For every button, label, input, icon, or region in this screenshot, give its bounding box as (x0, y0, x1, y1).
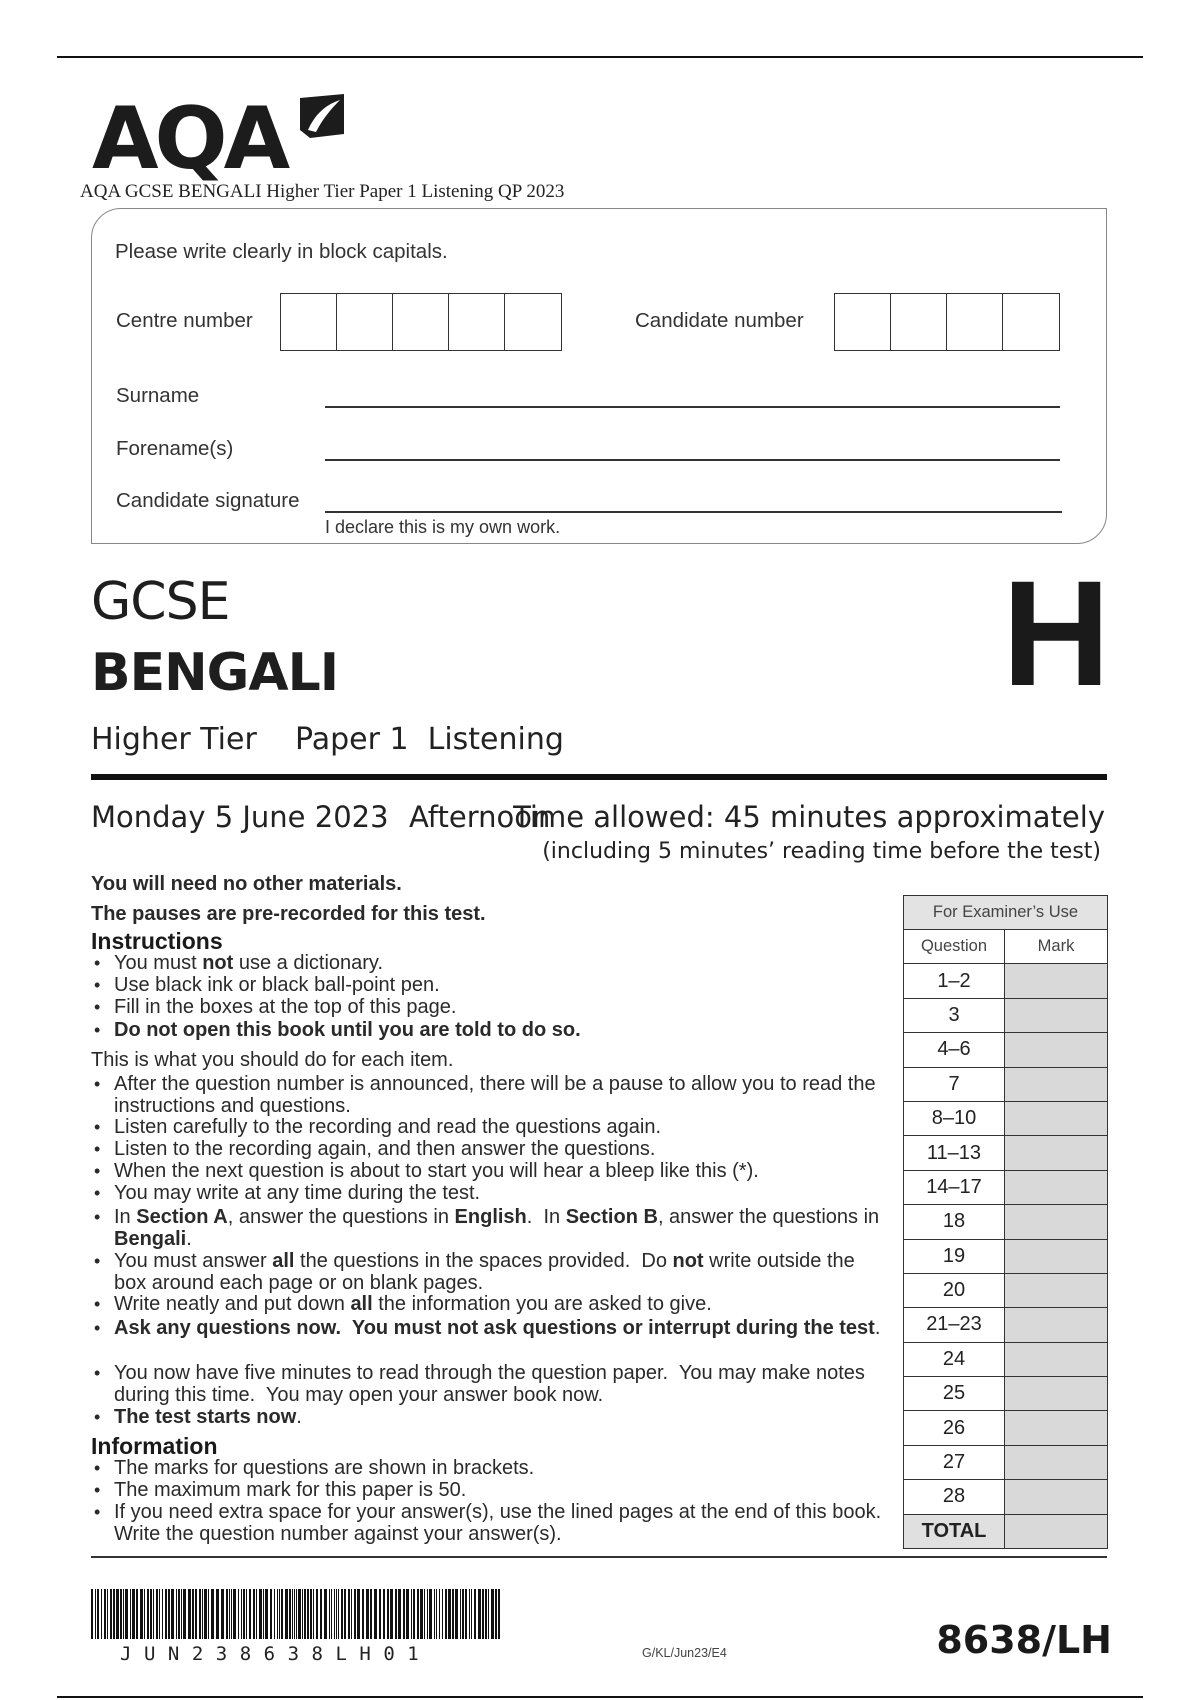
examiner-table-row (904, 1033, 1108, 1067)
barcode-bar (176, 1589, 177, 1639)
mark-cell[interactable] (1005, 998, 1108, 1032)
mark-cell[interactable] (1005, 1136, 1108, 1170)
barcode-bar (162, 1589, 163, 1639)
barcode-bar (204, 1589, 207, 1639)
barcode-bar (348, 1589, 350, 1639)
information-item: • The maximum mark for this paper is 50. (91, 1480, 891, 1502)
centre-number-box[interactable] (337, 294, 393, 350)
mark-cell[interactable] (1005, 1377, 1108, 1411)
barcode-bar (130, 1589, 131, 1639)
barcode-bar (281, 1589, 283, 1639)
instruction-item: • Fill in the boxes at the top of this page. (91, 997, 891, 1019)
barcode-bar (159, 1589, 160, 1639)
barcode-bar (462, 1589, 464, 1639)
barcode-bar (211, 1589, 214, 1639)
barcode-bar (313, 1589, 314, 1639)
qualification-title: GCSE (91, 572, 230, 632)
barcode-bar (336, 1589, 337, 1639)
top-rule (57, 56, 1143, 58)
instruction-item: • When the next question is about to start you will hear a bleep like this (*). (91, 1161, 891, 1183)
barcode-text: JUN238638LH01 (120, 1643, 432, 1665)
examiner-table-row (904, 1273, 1108, 1307)
examiner-table-row (904, 964, 1108, 998)
barcode-bar (310, 1589, 312, 1639)
question-number-cell: 18 (904, 1205, 1005, 1239)
barcode-bar (357, 1589, 360, 1639)
barcode-bar (265, 1589, 268, 1639)
barcode-bar (390, 1589, 393, 1639)
information-item: • If you need extra space for your answer(s), use the lined pages at the end of this book. Write the question number against your answer(s). (91, 1502, 891, 1545)
question-number-cell: 14–17 (904, 1170, 1005, 1204)
barcode-bar (97, 1589, 99, 1639)
instruction-item: • Do not open this book until you are told to do so. (91, 1020, 891, 1042)
barcode-bar (354, 1589, 356, 1639)
examiner-use-table (903, 895, 1108, 1549)
candidate-number-box[interactable] (835, 294, 891, 350)
barcode-bar (95, 1589, 96, 1639)
instruction-item: • You must answer all the questions in the spaces provided. Do not write outside the box around each page or on blank pages. (91, 1251, 891, 1294)
barcode-bar (270, 1589, 272, 1639)
aqa-logo: AQA (92, 89, 287, 189)
barcode-bar (424, 1589, 425, 1639)
signature-label: Candidate signature (116, 489, 300, 512)
total-label: TOTAL (904, 1514, 1005, 1548)
question-number-cell: 20 (904, 1273, 1005, 1307)
examiner-total-row (904, 1514, 1108, 1548)
barcode-bar (110, 1589, 112, 1639)
barcode-bar (178, 1589, 180, 1639)
surname-line[interactable] (325, 406, 1060, 408)
barcode-bar (329, 1589, 330, 1639)
barcode-bar (241, 1589, 242, 1639)
candidate-number-box[interactable] (1003, 294, 1059, 350)
barcode-bar (316, 1589, 318, 1639)
barcode-bar (478, 1589, 481, 1639)
barcode-bar (366, 1589, 369, 1639)
title-divider (91, 774, 1107, 780)
surname-label: Surname (116, 384, 200, 407)
barcode-bar (229, 1589, 230, 1639)
instruction-item: • You now have five minutes to read through the question paper. You may make notes during this time. You may open your answer book now. (91, 1363, 891, 1406)
tier-paper-line: Higher Tier Paper 1 Listening (91, 722, 564, 757)
barcode-bar (334, 1589, 335, 1639)
time-allowed: Time allowed: 45 minutes approximately (513, 800, 1105, 834)
barcode-bar (465, 1589, 467, 1639)
each-item-intro: This is what you should do for each item. (91, 1049, 454, 1071)
barcode-bar (116, 1589, 119, 1639)
barcode-bar (101, 1589, 102, 1639)
barcode-bar (168, 1589, 170, 1639)
question-number-cell: 28 (904, 1480, 1005, 1514)
barcode-bar (420, 1589, 423, 1639)
barcode-bar (132, 1589, 135, 1639)
barcode-bar (442, 1589, 443, 1639)
mark-cell[interactable] (1005, 1480, 1108, 1514)
barcode-bar (488, 1589, 489, 1639)
barcode-bar (304, 1589, 306, 1639)
barcode-bar (216, 1589, 219, 1639)
question-column-header: Question (904, 930, 1005, 964)
barcode-bar (474, 1589, 476, 1639)
barcode-bar (296, 1589, 297, 1639)
candidate-number-box[interactable] (891, 294, 947, 350)
barcode-bar (289, 1589, 291, 1639)
barcode-bar (279, 1589, 280, 1639)
mark-cell[interactable] (1005, 1411, 1108, 1445)
examiner-table-row (904, 1411, 1108, 1445)
question-number-cell: 8–10 (904, 1101, 1005, 1135)
barcode-bar (277, 1589, 278, 1639)
question-number-cell: 4–6 (904, 1033, 1005, 1067)
barcode (91, 1589, 503, 1639)
examiner-table-row (904, 1342, 1108, 1376)
barcode-bar (379, 1589, 381, 1639)
barcode-bar (298, 1589, 301, 1639)
subject-title: BENGALI (91, 643, 339, 703)
barcode-bar (482, 1589, 484, 1639)
barcode-bar (226, 1589, 228, 1639)
barcode-bar (411, 1589, 412, 1639)
barcode-bar (471, 1589, 472, 1639)
instruction-item: • Write neatly and put down all the information you are asked to give. (91, 1294, 891, 1316)
barcode-bar (195, 1589, 197, 1639)
barcode-bar (140, 1589, 143, 1639)
mark-cell[interactable] (1005, 1342, 1108, 1376)
mark-cell[interactable] (1005, 1170, 1108, 1204)
barcode-bar (417, 1589, 419, 1639)
examiner-table-row (904, 998, 1108, 1032)
question-number-cell: 26 (904, 1411, 1005, 1445)
barcode-bar (491, 1589, 494, 1639)
candidate-number-box[interactable] (947, 294, 1003, 350)
barcode-bar (383, 1589, 385, 1639)
barcode-bar (256, 1589, 257, 1639)
examiner-table-row (904, 1101, 1108, 1135)
examiner-use-caption: For Examiner’s Use (904, 896, 1108, 930)
examiner-table-row (904, 1445, 1108, 1479)
instruction-item: • Listen carefully to the recording and read the questions again. (91, 1117, 891, 1139)
barcode-bar (153, 1589, 154, 1639)
centre-number-box[interactable] (505, 294, 561, 350)
question-number-cell: 24 (904, 1342, 1005, 1376)
barcode-bar (338, 1589, 339, 1639)
exam-date: Monday 5 June 2023 (91, 800, 389, 834)
question-number-cell: 3 (904, 998, 1005, 1032)
instruction-item: • The test starts now. (91, 1407, 891, 1429)
forename-label: Forename(s) (116, 437, 234, 460)
examiner-table-row (904, 1136, 1108, 1170)
barcode-bar (436, 1589, 437, 1639)
candidate-number-field[interactable] (834, 293, 1060, 351)
barcode-bar (243, 1589, 245, 1639)
mark-cell[interactable] (1005, 1101, 1108, 1135)
mark-cell[interactable] (1005, 1273, 1108, 1307)
mark-cell[interactable] (1005, 1308, 1108, 1342)
total-mark-cell[interactable] (1005, 1514, 1108, 1548)
barcode-bar (498, 1589, 500, 1639)
barcode-bar (413, 1589, 415, 1639)
barcode-bar (331, 1589, 332, 1639)
examiner-table-row (904, 1480, 1108, 1514)
barcode-bar (387, 1589, 389, 1639)
instruction-item: • Listen to the recording again, and then answer the questions. (91, 1139, 891, 1161)
barcode-bar (292, 1589, 293, 1639)
aqa-leaf-icon (296, 90, 348, 148)
barcode-bar (233, 1589, 236, 1639)
barcode-bar (398, 1589, 401, 1639)
instruction-item: • You must not use a dictionary. (91, 953, 891, 975)
barcode-bar (221, 1589, 224, 1639)
information-item: • The marks for questions are shown in brackets. (91, 1458, 891, 1480)
instructions-bottom-rule (91, 1556, 1107, 1558)
barcode-bar (406, 1589, 409, 1639)
barcode-bar (403, 1589, 405, 1639)
centre-number-box[interactable] (449, 294, 505, 350)
barcode-bar (445, 1589, 447, 1639)
information-heading: Information (91, 1433, 218, 1459)
examiner-table-row (904, 1170, 1108, 1204)
barcode-bar (395, 1589, 397, 1639)
barcode-bar (485, 1589, 487, 1639)
barcode-bar (246, 1589, 247, 1639)
question-number-cell: 25 (904, 1377, 1005, 1411)
barcode-bar (150, 1589, 152, 1639)
paper-code: 8638/LH (936, 1618, 1112, 1662)
mark-cell[interactable] (1005, 1445, 1108, 1479)
barcode-bar (434, 1589, 435, 1639)
question-number-cell: 19 (904, 1239, 1005, 1273)
barcode-bar (107, 1589, 108, 1639)
barcode-bar (183, 1589, 186, 1639)
barcode-bar (91, 1589, 93, 1639)
mark-cell[interactable] (1005, 1033, 1108, 1067)
instruction-item: • Use black ink or black ball-point pen. (91, 975, 891, 997)
barcode-bar (374, 1589, 377, 1639)
mark-cell[interactable] (1005, 964, 1108, 998)
mark-cell[interactable] (1005, 1239, 1108, 1273)
declaration-text: I declare this is my own work. (325, 517, 561, 537)
barcode-bar (455, 1589, 458, 1639)
question-number-cell: 11–13 (904, 1136, 1005, 1170)
time-allowed-note: (including 5 minutes’ reading time before the test) (542, 839, 1101, 864)
centre-number-field[interactable] (280, 293, 562, 351)
barcode-bar (199, 1589, 201, 1639)
barcode-bar (171, 1589, 174, 1639)
candidate-number-label: Candidate number (635, 309, 804, 332)
barcode-bar (351, 1589, 352, 1639)
instruction-item: • Ask any questions now. You must not ask questions or interrupt during the test. (91, 1318, 891, 1340)
instructions-heading: Instructions (91, 928, 223, 954)
barcode-bar (123, 1589, 124, 1639)
centre-number-box[interactable] (393, 294, 449, 350)
barcode-bar (344, 1589, 346, 1639)
pauses-note: The pauses are pre-recorded for this test. (91, 903, 486, 925)
barcode-bar (469, 1589, 470, 1639)
bottom-rule (57, 1696, 1143, 1698)
barcode-bar (120, 1589, 122, 1639)
centre-number-label: Centre number (116, 309, 253, 332)
centre-number-box[interactable] (281, 294, 337, 350)
barcode-bar (362, 1589, 364, 1639)
barcode-bar (285, 1589, 288, 1639)
barcode-bar (259, 1589, 262, 1639)
examiner-table-row (904, 1239, 1108, 1273)
barcode-bar (202, 1589, 203, 1639)
barcode-bar (341, 1589, 343, 1639)
block-capitals-prompt: Please write clearly in block capitals. (115, 240, 448, 263)
barcode-bar (192, 1589, 194, 1639)
barcode-bar (208, 1589, 209, 1639)
barcode-bar (238, 1589, 239, 1639)
barcode-bar (188, 1589, 191, 1639)
examiner-table-row (904, 1067, 1108, 1101)
barcode-bar (320, 1589, 322, 1639)
barcode-bar (439, 1589, 440, 1639)
examiner-table-row (904, 1205, 1108, 1239)
examiner-table-row (904, 1377, 1108, 1411)
barcode-bar (136, 1589, 138, 1639)
forename-line[interactable] (325, 459, 1060, 461)
barcode-bar (253, 1589, 255, 1639)
instruction-item: • You may write at any time during the test. (91, 1183, 891, 1205)
examiner-table-row (904, 1308, 1108, 1342)
materials-note: You will need no other materials. (91, 873, 402, 895)
mark-cell[interactable] (1005, 1205, 1108, 1239)
barcode-bar (429, 1589, 432, 1639)
barcode-bar (460, 1589, 461, 1639)
barcode-bar (249, 1589, 251, 1639)
barcode-bar (125, 1589, 128, 1639)
barcode-bar (263, 1589, 264, 1639)
barcode-bar (147, 1589, 149, 1639)
instruction-item: • After the question number is announced, there will be a pause to allow you to read the instructions and questions. (91, 1074, 891, 1117)
barcode-bar (324, 1589, 327, 1639)
barcode-bar (156, 1589, 158, 1639)
signature-line[interactable] (325, 511, 1062, 513)
instruction-item: • In Section A, answer the questions in English. In Section B, answer the questions in Bengali. (91, 1207, 891, 1250)
mark-cell[interactable] (1005, 1067, 1108, 1101)
reference-code: G/KL/Jun23/E4 (642, 1646, 727, 1660)
barcode-bar (181, 1589, 182, 1639)
tier-letter: H (1002, 549, 1111, 717)
barcode-bar (165, 1589, 167, 1639)
question-number-cell: 1–2 (904, 964, 1005, 998)
question-number-cell: 7 (904, 1067, 1005, 1101)
barcode-bar (144, 1589, 145, 1639)
barcode-bar (448, 1589, 451, 1639)
barcode-bar (274, 1589, 275, 1639)
barcode-bar (294, 1589, 295, 1639)
barcode-bar (370, 1589, 372, 1639)
barcode-bar (113, 1589, 115, 1639)
question-number-cell: 27 (904, 1445, 1005, 1479)
exam-session: Afternoon (409, 800, 551, 834)
barcode-bar (307, 1589, 309, 1639)
barcode-bar (427, 1589, 428, 1639)
mark-column-header: Mark (1005, 930, 1108, 964)
barcode-bar (302, 1589, 303, 1639)
barcode-bar (495, 1589, 497, 1639)
question-number-cell: 21–23 (904, 1308, 1005, 1342)
barcode-bar (452, 1589, 454, 1639)
barcode-bar (231, 1589, 232, 1639)
barcode-bar (104, 1589, 106, 1639)
document-title: AQA GCSE BENGALI Higher Tier Paper 1 Listening QP 2023 (80, 181, 565, 202)
